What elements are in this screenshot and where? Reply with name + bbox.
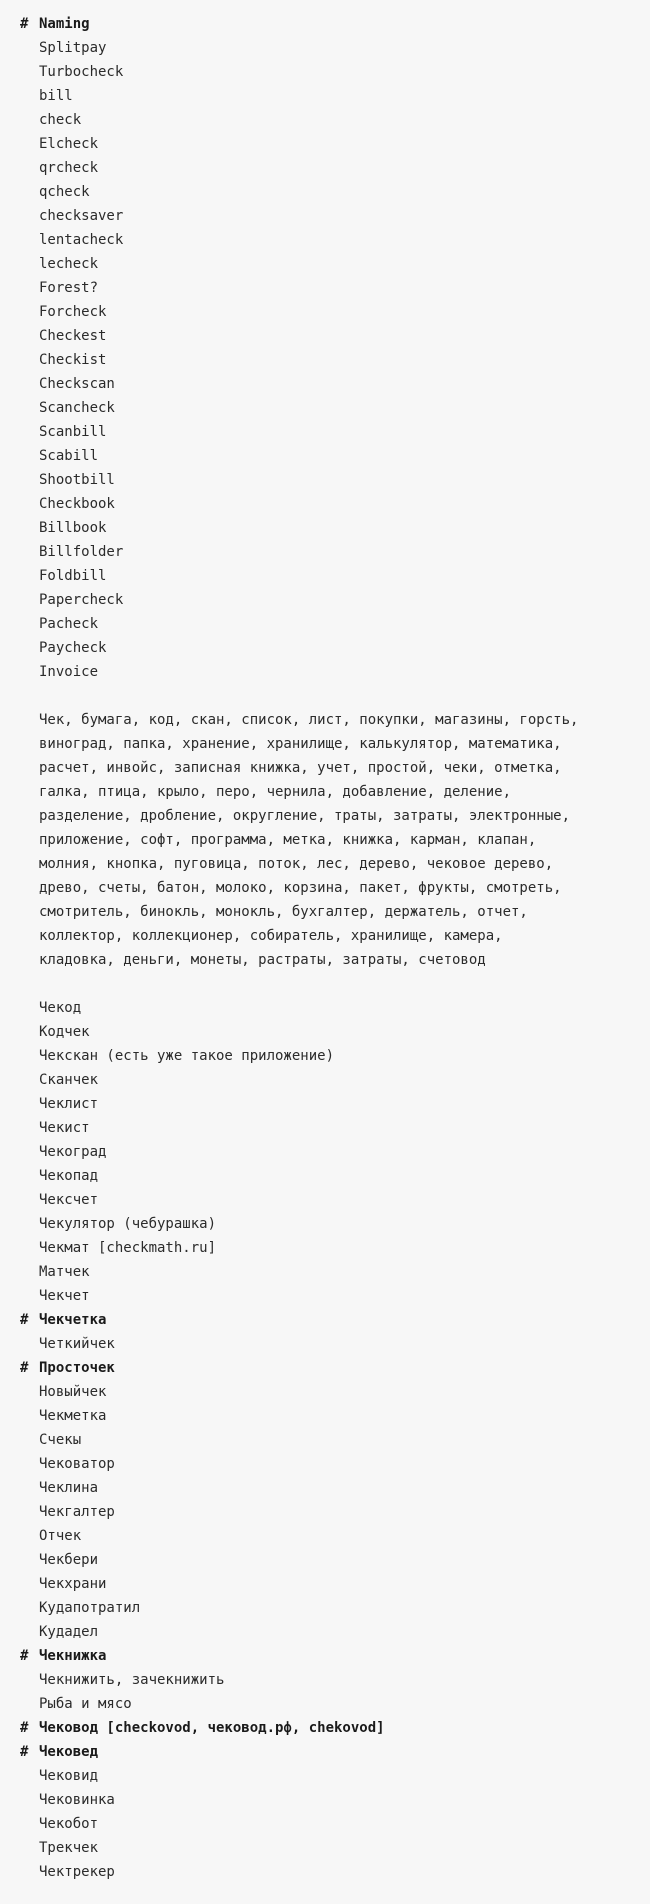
paragraph-line: кладовка, деньги, монеты, растраты, затраты, счетовод: [39, 952, 486, 968]
list-item: checksaver: [39, 208, 124, 224]
list-item: Чекоград: [39, 1144, 107, 1160]
list-item: Чекбери: [39, 1552, 99, 1568]
heading-text: Чековод [checkovod, чековод.рф, chekovod]: [39, 1720, 385, 1736]
list-item: Foldbill: [39, 568, 107, 584]
list-item: Чексчет: [39, 1192, 99, 1208]
list-item: Checkbook: [39, 496, 115, 512]
list-item: Forcheck: [39, 304, 107, 320]
paragraph-line: коллектор, коллекционер, собиратель, хранилище, камера,: [39, 928, 503, 944]
list-item: Чекметка: [39, 1408, 107, 1424]
chekchetka-list: [20, 1332, 630, 1356]
list-item: Чекхрани: [39, 1576, 107, 1592]
list-item: Turbocheck: [39, 64, 124, 80]
list-item: Чекгалтер: [39, 1504, 115, 1520]
heading-hash: #: [20, 1360, 29, 1376]
list-item: Чеклина: [39, 1480, 99, 1496]
list-item: Elcheck: [39, 136, 99, 152]
heading-hash: #: [20, 1648, 29, 1664]
paragraph-line: древо, счеты, батон, молоко, корзина, пакет, фрукты, смотреть,: [39, 880, 562, 896]
list-item: Checkest: [39, 328, 107, 344]
heading-text: Naming: [39, 16, 90, 32]
list-item: Чекнижить, зачекнижить: [39, 1672, 225, 1688]
paragraph-line: молния, кнопка, пуговица, поток, лес, дерево, чековое дерево,: [39, 856, 554, 872]
list-item: Billfolder: [39, 544, 124, 560]
list-item: Чекулятор (чебурашка): [39, 1216, 217, 1232]
list-item: Чековид: [39, 1768, 99, 1784]
chekoved-list: [20, 1764, 630, 1884]
list-item: Splitpay: [39, 40, 107, 56]
heading-hash: #: [20, 1312, 29, 1328]
list-item: Чекопад: [39, 1168, 99, 1184]
list-item: Papercheck: [39, 592, 124, 608]
blank-line: [20, 684, 630, 708]
list-item: Чеклист: [39, 1096, 99, 1112]
list-item: Paycheck: [39, 640, 107, 656]
list-item: Чековатор: [39, 1456, 115, 1472]
paragraph-line: разделение, дробление, округление, траты, затраты, электронные,: [39, 808, 571, 824]
list-item: Checkist: [39, 352, 107, 368]
list-item: Четкийчек: [39, 1336, 115, 1352]
list-item: qcheck: [39, 184, 90, 200]
heading-text: Чекнижка: [39, 1648, 107, 1664]
list-item: Трекчек: [39, 1840, 99, 1856]
heading-chekchetka: [20, 1308, 630, 1332]
list-item: qrcheck: [39, 160, 99, 176]
list-item: Forest?: [39, 280, 99, 296]
naming-list: [20, 36, 630, 684]
heading-text: Чекчетка: [39, 1312, 107, 1328]
list-item: Сканчек: [39, 1072, 99, 1088]
paragraph-line: расчет, инвойс, записная книжка, учет, простой, чеки, отметка,: [39, 760, 562, 776]
heading-hash: #: [20, 16, 29, 32]
list-item: Shootbill: [39, 472, 115, 488]
list-item: Pacheck: [39, 616, 99, 632]
list-item: Чекобот: [39, 1816, 99, 1832]
heading-prostochek: [20, 1356, 630, 1380]
list-item: Чекод: [39, 1000, 82, 1016]
list-item: lecheck: [39, 256, 99, 272]
list-item: Billbook: [39, 520, 107, 536]
list-item: Новыйчек: [39, 1384, 107, 1400]
list-item: Чековинка: [39, 1792, 115, 1808]
heading-text: Просточек: [39, 1360, 115, 1376]
heading-text: Чековед: [39, 1744, 99, 1760]
list-item: Scabill: [39, 448, 99, 464]
paragraph-line: Чек, бумага, код, скан, список, лист, покупки, магазины, горсть,: [39, 712, 579, 728]
russian-names-list: [20, 996, 630, 1308]
list-item: bill: [39, 88, 73, 104]
list-item: Scanbill: [39, 424, 107, 440]
heading-naming: [20, 12, 630, 36]
heading-cheknizhka: [20, 1644, 630, 1668]
list-item: Кудапотратил: [39, 1600, 141, 1616]
list-item: Счекы: [39, 1432, 82, 1448]
list-item: Рыба и мясо: [39, 1696, 132, 1712]
list-item: Checkscan: [39, 376, 115, 392]
list-item: Scancheck: [39, 400, 115, 416]
list-item: Матчек: [39, 1264, 90, 1280]
heading-hash: #: [20, 1744, 29, 1760]
associations-paragraph: [20, 708, 639, 972]
list-item: Чекмат [checkmath.ru]: [39, 1240, 217, 1256]
paragraph-line: виноград, папка, хранение, хранилище, калькулятор, математика,: [39, 736, 562, 752]
paragraph-line: приложение, софт, программа, метка, книжка, карман, клапан,: [39, 832, 537, 848]
heading-chekovod: [20, 1716, 630, 1740]
list-item: Чекскан (есть уже такое приложение): [39, 1048, 335, 1064]
cheknizhka-list: [20, 1668, 630, 1716]
list-item: Invoice: [39, 664, 99, 680]
list-item: check: [39, 112, 82, 128]
list-item: Чекчет: [39, 1288, 90, 1304]
heading-chekoved: [20, 1740, 630, 1764]
list-item: Чектрекер: [39, 1864, 115, 1880]
blank-line: [20, 972, 630, 996]
paragraph-line: смотритель, бинокль, монокль, бухгалтер, держатель, отчет,: [39, 904, 528, 920]
heading-hash: #: [20, 1720, 29, 1736]
list-item: Кодчек: [39, 1024, 90, 1040]
list-item: Кудадел: [39, 1624, 99, 1640]
list-item: Чекист: [39, 1120, 90, 1136]
list-item: lentacheck: [39, 232, 124, 248]
prostochek-list: [20, 1380, 630, 1644]
list-item: Отчек: [39, 1528, 82, 1544]
paragraph-line: галка, птица, крыло, перо, чернила, добавление, деление,: [39, 784, 512, 800]
